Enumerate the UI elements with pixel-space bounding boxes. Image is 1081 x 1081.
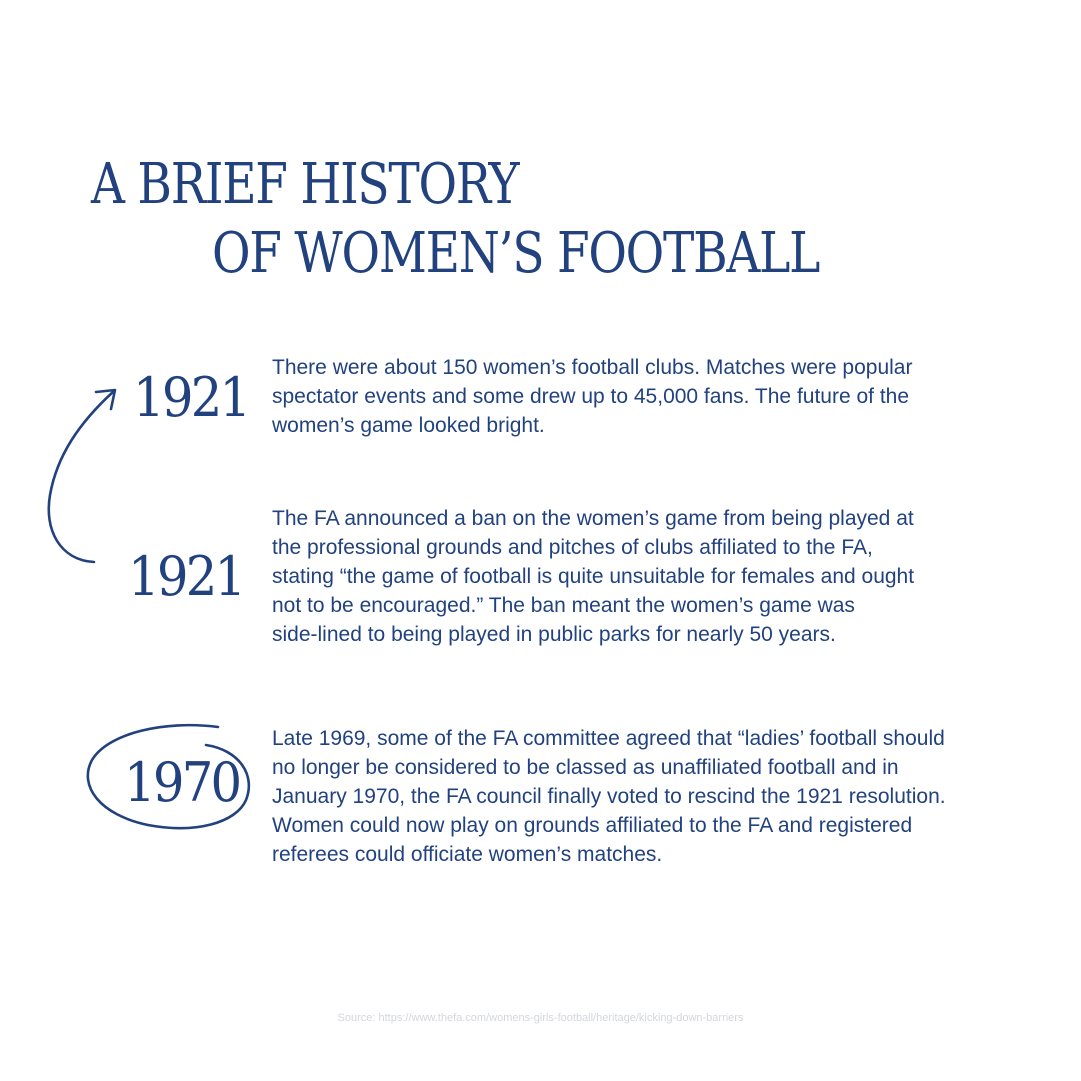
source-citation: Source: https://www.thefa.com/womens-girls-football/heritage/kicking-down-barriers xyxy=(337,1012,744,1024)
page-title-line-1: A BRIEF HISTORY xyxy=(91,152,519,217)
year-label-1921-second: 1921 xyxy=(128,545,244,608)
entry-text-1921-first: There were about 150 women’s football clubs. Matches were popular spectator events and some drew up to 45,000 fans. The future of the women’s game looked bright. xyxy=(272,356,913,437)
entry-text-1921-second: The FA announced a ban on the women’s game from being played at the professional grounds and pitches of clubs affiliated to the FA, stating “the game of football is quite unsuitable for females and ought not to be encouraged.” The ban meant the women’s game was side-lined to being played in public parks for nearly 50 years. xyxy=(272,507,915,646)
year-label-1921-first: 1921 xyxy=(133,366,249,429)
curved-arrow-icon xyxy=(49,390,115,562)
entry-text-1970: Late 1969, some of the FA committee agreed that “ladies’ football should no longer be considered to be classed as unaffiliated football and in January 1970, the FA council finally voted to rescind the 1921 resolution. Women could now play on grounds affiliated to the FA and registered referees could officiate women’s matches. xyxy=(272,727,946,866)
year-label-1970: 1970 xyxy=(124,751,240,814)
page-title-line-2: OF WOMEN’S FOOTBALL xyxy=(212,221,820,286)
